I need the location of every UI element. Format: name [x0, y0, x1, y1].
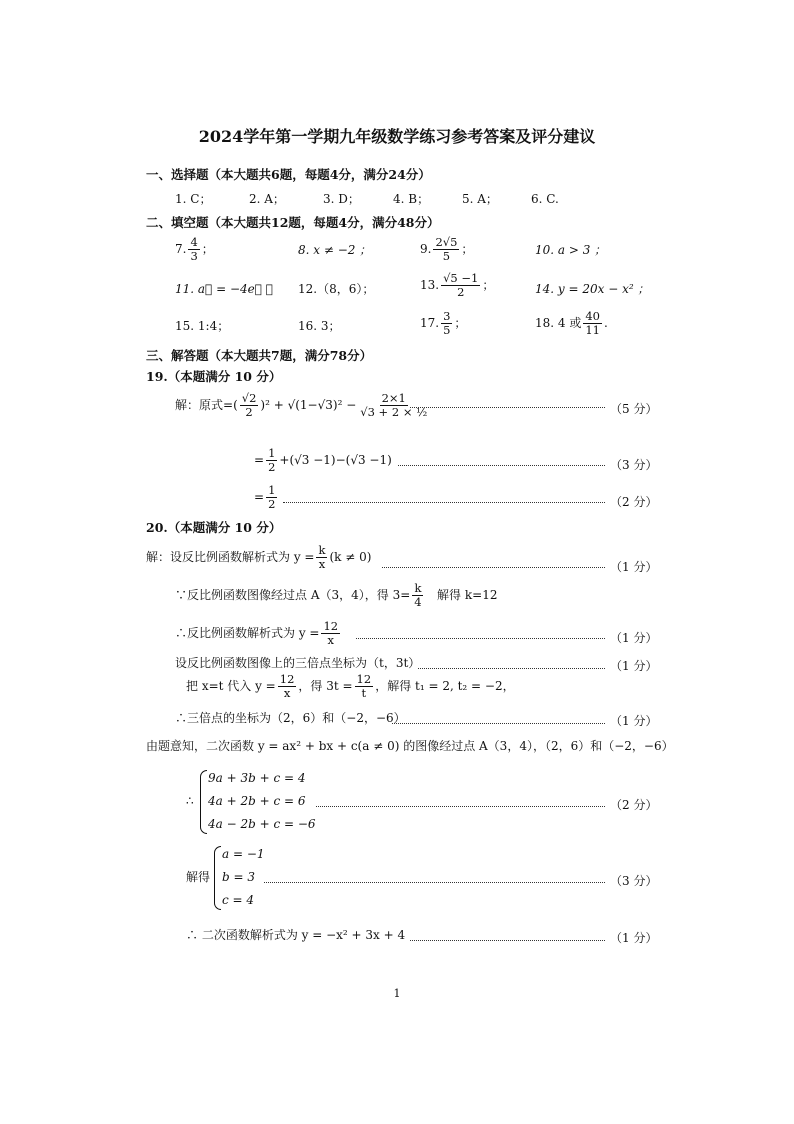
q20-line2: ∵反比例函数图像经过点 A（3，4），得 3= $\frac{k}{4}$ 解得 k=12 [175, 581, 498, 610]
q20-line4: 设反比例函数图像上的三倍点坐标为（t，3t） [175, 656, 421, 670]
score-mark: （3 分） [610, 458, 658, 472]
fill-answer-7: 7. $\frac{4}{3}$ ； [175, 235, 214, 264]
q20-line7: 由题意知，二次函数 y = ax² + bx + c(a ≠ 0) 的图像经过点 A（3，4），（2，6）和（−2，−6） [146, 739, 674, 753]
score-mark: （1 分） [610, 931, 658, 945]
fill-answer-16: 16. 3； [298, 319, 341, 333]
score-mark: （1 分） [610, 631, 658, 645]
fill-answer-11: 11. a⃗ = −4e⃗ ； [175, 282, 273, 296]
equation-brace [214, 846, 221, 910]
score-mark: （1 分） [610, 560, 658, 574]
leader-dots [356, 638, 605, 639]
page-title: 2024学年第一学期九年级数学练习参考答案及评分建议 [198, 127, 596, 146]
fill-answer-12: 12.（8，6）； [298, 282, 375, 296]
score-mark: （3 分） [610, 874, 658, 888]
therefore-symbol: ∴ [186, 794, 194, 808]
page-number: 1 [393, 987, 401, 1000]
choice-answer: 4. B； [393, 192, 430, 206]
leader-dots [382, 567, 605, 568]
q20-line5: 把 x=t 代入 y = $\frac{12}{x}$ ，得 3t = $\frac{12}{t}$ ，解得 t₁ = 2, t₂ = −2， [186, 672, 515, 701]
q19-line2: = $\frac{1}{2}$ +(√3 −1)−(√3 −1) [254, 446, 392, 475]
equation: 9a + 3b + c = 4 [208, 771, 306, 785]
score-mark: （1 分） [610, 659, 658, 673]
fill-answer-18: 18. 4 或 $\frac{40}{11}$ . [535, 309, 608, 338]
fill-answer-8: 8. x ≠ −2 ； [298, 243, 372, 257]
fill-answer-14: 14. y = 20x − x² ； [535, 282, 650, 296]
choice-answer: 2. A； [249, 192, 285, 206]
equation: a = −1 [222, 847, 265, 861]
score-mark: （2 分） [610, 798, 658, 812]
leader-dots [264, 882, 605, 883]
q20-line3: ∴反比例函数解析式为 y = $\frac{12}{x}$ [175, 619, 339, 648]
q19-header: 19.（本题满分 10 分） [146, 369, 282, 384]
q19-line3: = $\frac{1}{2}$ [254, 483, 276, 512]
section-choice-heading: 一、选择题（本大题共6题，每题4分，满分24分） [146, 167, 431, 182]
q20-line6: ∴三倍点的坐标为（2，6）和（−2，−6） [175, 711, 406, 725]
section-fill-heading: 二、填空题（本大题共12题，每题4分，满分48分） [146, 215, 440, 230]
q19-line1: 解：原式=( $\frac{√2}{2}$ )² + √(1−√3)² − $\frac{2\times 1}{\text{√3 + 2 × ½}}$ [175, 391, 428, 420]
score-mark: （5 分） [610, 402, 658, 416]
choice-answer: 6. C. [531, 192, 559, 206]
leader-dots [410, 407, 605, 408]
equation: c = 4 [222, 893, 255, 907]
q20-header: 20.（本题满分 10 分） [146, 520, 282, 535]
leader-dots [392, 723, 605, 724]
q20-line1: 解：设反比例函数解析式为 y = $\frac{k}{x}$ (k ≠ 0) [146, 543, 372, 572]
score-mark: （2 分） [610, 495, 658, 509]
fill-answer-17: 17. $\frac{3}{5}$ ； [420, 309, 467, 338]
score-mark: （1 分） [610, 714, 658, 728]
fill-answer-13: 13. $\frac{√5 -1}{2}$ ； [420, 271, 495, 300]
equation: 4a + 2b + c = 6 [208, 794, 306, 808]
section-solve-heading: 三、解答题（本大题共7题，满分78分） [146, 348, 373, 363]
leader-dots [418, 668, 605, 669]
leader-dots [398, 465, 605, 466]
choice-answer: 3. D； [323, 192, 360, 206]
leader-dots [283, 502, 605, 503]
choice-answer: 5. A； [462, 192, 498, 206]
solve-label: 解得 [186, 870, 211, 884]
fill-answer-9: 9. $\frac{2√5}{5}$ ； [420, 235, 474, 264]
fill-answer-10: 10. a > 3 ； [535, 243, 607, 257]
equation: 4a − 2b + c = −6 [208, 817, 316, 831]
equation: b = 3 [222, 870, 255, 884]
fill-answer-15: 15. 1:4； [175, 319, 230, 333]
equation-brace [200, 770, 207, 834]
leader-dots [316, 806, 605, 807]
q20-final-line: ∴ 二次函数解析式为 y = −x² + 3x + 4 [186, 928, 406, 942]
leader-dots [410, 940, 605, 941]
choice-answer: 1. C； [175, 192, 212, 206]
